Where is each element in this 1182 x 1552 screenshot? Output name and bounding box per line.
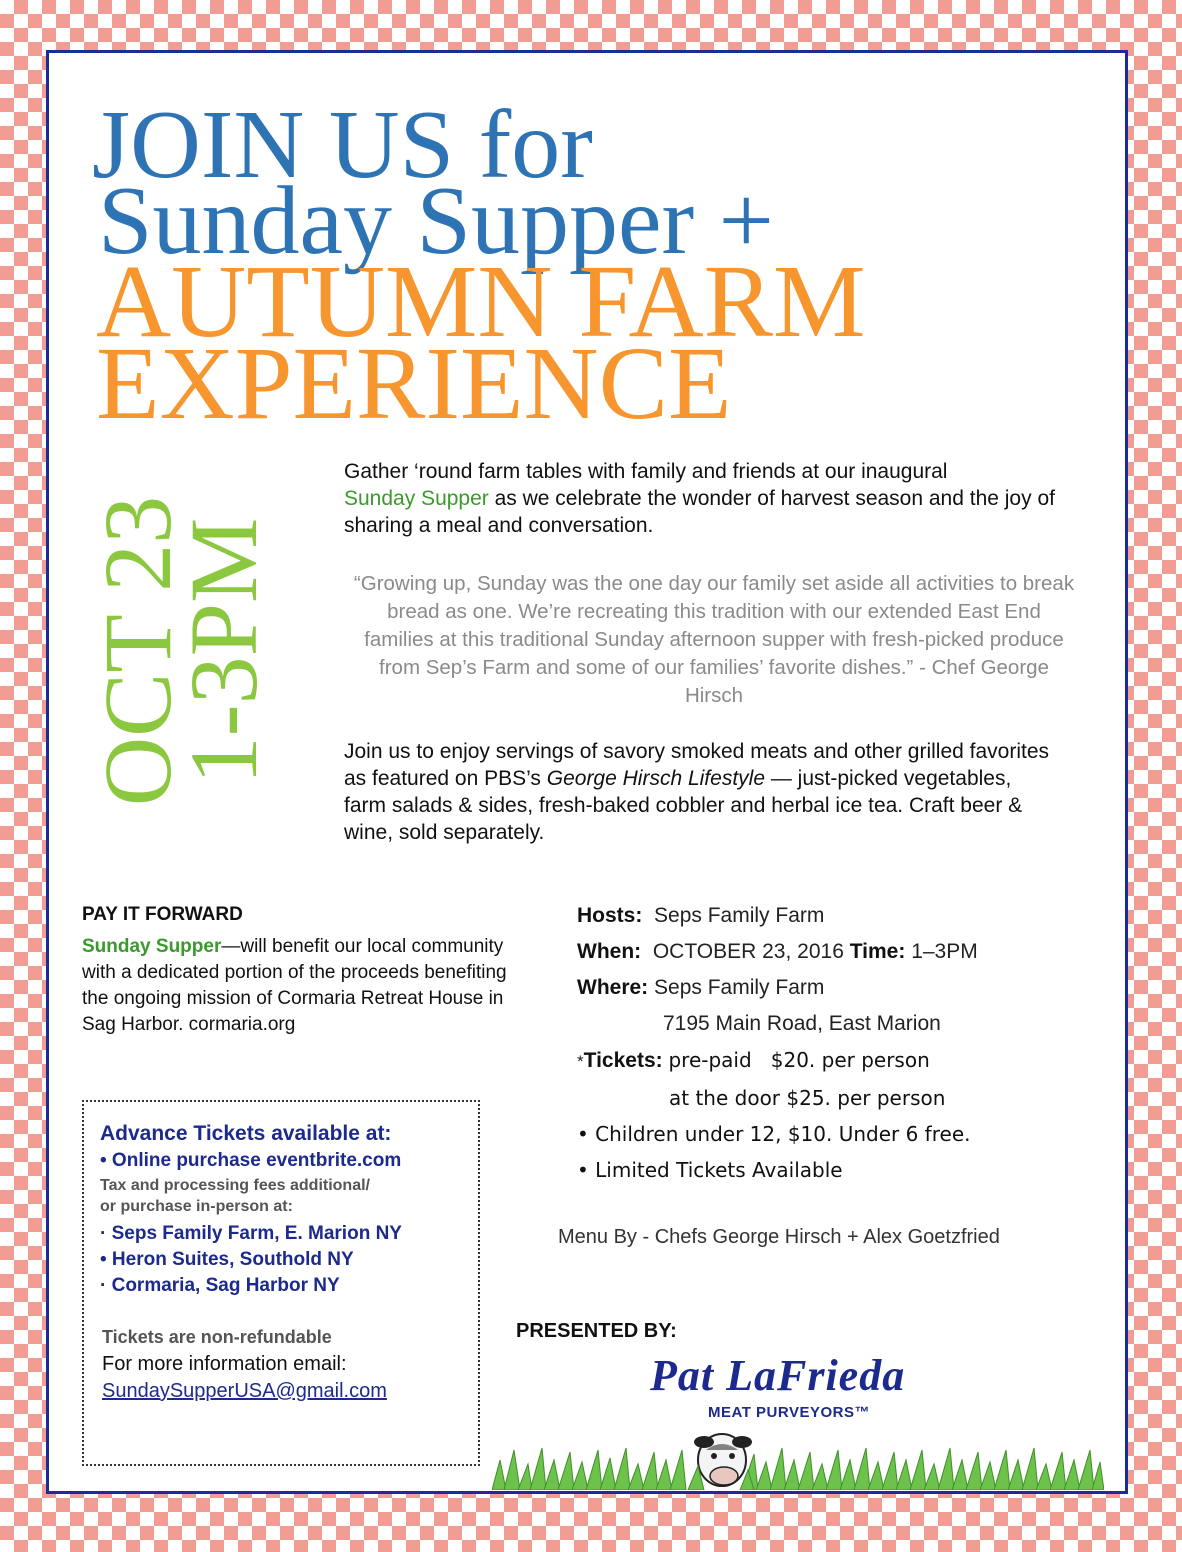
date-line: OCT 23	[84, 495, 191, 807]
tickets-box-heading: Advance Tickets available at:	[100, 1122, 392, 1145]
contact-email-link[interactable]: SundaySupperUSA@gmail.com	[102, 1380, 387, 1402]
where-label: Where:	[577, 976, 649, 999]
tickets-label: Tickets:	[583, 1049, 663, 1072]
time-line: 1-3PM	[170, 517, 278, 785]
online-purchase: • Online purchase eventbrite.com	[100, 1150, 402, 1171]
time-value: 1–3PM	[911, 940, 978, 963]
headline-line-3: AUTUMN FARM	[96, 244, 866, 359]
intro-paragraph	[344, 458, 1064, 539]
where-address: 7195 Main Road, East Marion	[663, 1012, 941, 1035]
sponsor-logo-name: Pat LaFrieda	[650, 1351, 906, 1400]
location-cormaria: · Cormaria, Sag Harbor NY	[100, 1275, 340, 1296]
location-heron-suites: • Heron Suites, Southold NY	[100, 1249, 354, 1270]
more-info-label: For more information email:	[102, 1353, 347, 1375]
sunday-supper-highlight: Sunday Supper	[344, 487, 489, 510]
tickets-asterisk: *	[577, 1052, 584, 1071]
menu-description	[344, 738, 1059, 846]
fees-line-2: or purchase in-person at:	[100, 1198, 293, 1215]
hosts-value: Seps Family Farm	[654, 904, 825, 927]
pay-it-forward-body	[82, 934, 507, 1038]
limited-tickets: • Limited Tickets Available	[577, 1158, 843, 1182]
menu-by: Menu By - Chefs George Hirsch + Alex Goetzfried	[558, 1226, 1000, 1248]
sponsor-logo-sub: MEAT PURVEYORS™	[708, 1404, 870, 1421]
headline-line-4: EXPERIENCE	[96, 326, 732, 441]
fees-line-1: Tax and processing fees additional/	[100, 1177, 370, 1194]
tickets-row	[577, 1042, 1097, 1080]
where-value: Seps Family Farm	[654, 976, 825, 999]
tickets-door: at the door $25. per person	[669, 1086, 946, 1110]
sunday-supper-highlight-2: Sunday Supper	[82, 936, 222, 957]
menu-text: Join us to enjoy servings of savory smoked meats and other grilled favorites as featured on PBS’s	[344, 740, 1050, 790]
pay-it-forward-text: —will benefit our local community with a dedicated portion of the proceeds benefiting the ongoing mission of Cormaria Retreat House in Sag Harbor. cormaria.org	[82, 936, 507, 1035]
hosts-row	[577, 898, 1097, 934]
tickets-prepaid: pre-paid $20. per person	[668, 1048, 930, 1072]
chef-quote: “Growing up, Sunday was the one day our family set aside all activities to break bread as one. We’re recreating this tradition with our extended East End families at this traditional Sunday afternoon supper with fresh-picked produce from Sep’s Farm and some of our families’ favorite dishes.” - Chef George Hirsch	[353, 572, 1075, 707]
menu-text-2: — just-picked vegetables, farm salads & sides, fresh-baked cobbler and herbal ice tea. Craft beer & wine, sold separately.	[344, 767, 1023, 844]
headline-line-1: JOIN US for	[92, 91, 593, 199]
intro-text: Gather ‘round farm tables with family and friends at our inaugural	[344, 460, 948, 483]
hosts-label: Hosts:	[577, 904, 643, 927]
cow-icon	[694, 1434, 752, 1486]
grass-icon	[492, 1420, 1104, 1490]
when-row	[577, 934, 1097, 970]
event-details	[577, 898, 1097, 1188]
when-value: OCTOBER 23, 2016	[652, 940, 844, 963]
presented-by-label: PRESENTED BY:	[516, 1320, 677, 1342]
children-pricing: • Children under 12, $10. Under 6 free.	[577, 1122, 971, 1146]
when-label: When:	[577, 940, 642, 963]
date-banner	[84, 486, 285, 816]
location-seps-farm: · Seps Family Farm, E. Marion NY	[100, 1223, 402, 1244]
headline-line-2: Sunday Supper +	[98, 167, 774, 275]
pay-it-forward-title: PAY IT FORWARD	[82, 904, 243, 925]
show-title: George Hirsch Lifestyle	[546, 767, 766, 790]
non-refundable-note: Tickets are non-refundable	[102, 1327, 332, 1347]
intro-text-2: as we celebrate the wonder of harvest season and the joy of sharing a meal and conversation.	[344, 487, 1055, 537]
time-label: Time:	[849, 940, 906, 963]
where-row	[577, 970, 1097, 1006]
